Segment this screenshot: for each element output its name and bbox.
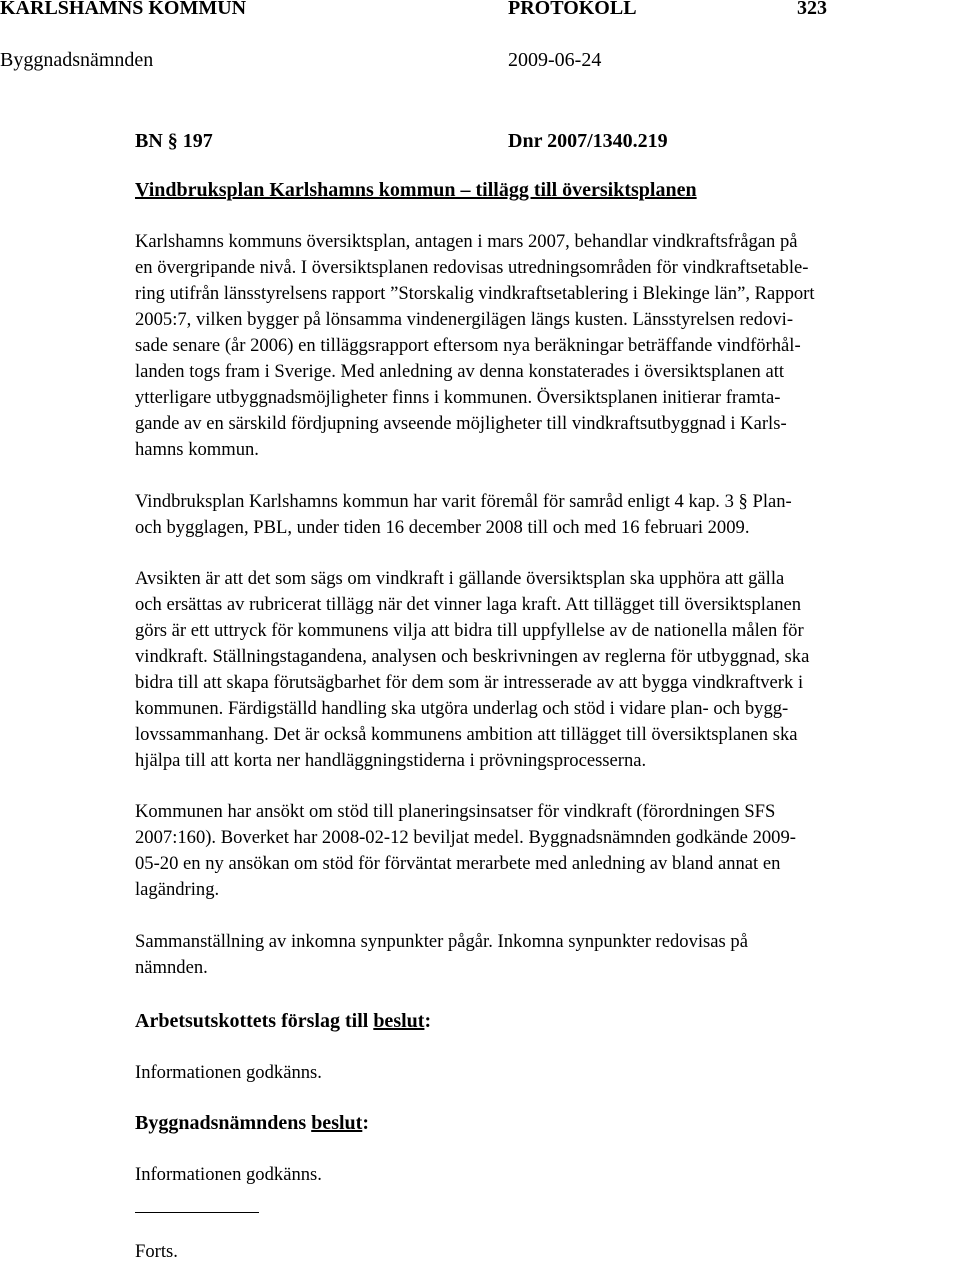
continued-note: Forts. <box>135 1241 178 1262</box>
proposal-text: Informationen godkänns. <box>135 1062 322 1083</box>
text-line: kommunen. Färdigställd handling ska utgöra underlag och stöd i vidare plan- och bygg- <box>135 698 789 719</box>
proposal-heading-colon: : <box>424 1010 432 1032</box>
decision-text: Informationen godkänns. <box>135 1164 322 1185</box>
decision-heading <box>135 1111 369 1135</box>
text-line: Karlshamns kommuns översiktsplan, antagen i mars 2007, behandlar vindkraftsfrågan på <box>135 231 798 252</box>
text-line: 2007:160). Boverket har 2008-02-12 beviljat medel. Byggnadsnämnden godkände 2009- <box>135 827 796 848</box>
text-line: gande av en särskild fördjupning avseende möjligheter till vindkraftsutbyggnad i Karls- <box>135 413 787 434</box>
text-line: ytterligare utbyggnadsmöjligheter finns i kommunen. Översiktsplanen initierar framta- <box>135 387 781 408</box>
text-line: lovssammanhang. Det är också kommunens ambition att tillägget till översiktsplanen ska <box>135 724 798 745</box>
text-line: vindkraft. Ställningstagandena, analysen och beskrivningen av reglerna för utbyggnad, ska <box>135 646 810 667</box>
text-line: nämnden. <box>135 957 208 978</box>
text-line: ring utifrån länsstyrelsens rapport ”Storskalig vindkraftsetablering i Blekinge län”, Rapport <box>135 283 815 304</box>
case-number: Dnr 2007/1340.219 <box>508 130 668 152</box>
page-number: 323 <box>797 0 827 19</box>
paragraph-number: 197 <box>182 130 213 152</box>
text-line: 05-20 en ny ansökan om stöd för förväntat merarbete med anledning av bland annat en <box>135 853 781 874</box>
proposal-heading-text: Arbetsutskottets förslag till <box>135 1010 374 1032</box>
text-line: Kommunen har ansökt om stöd till planeringsinsatser för vindkraft (förordningen SFS <box>135 801 776 822</box>
proposal-heading <box>135 1009 431 1033</box>
divider <box>135 1212 259 1213</box>
paragraph-prefix: BN <box>135 130 163 152</box>
text-line: lagändring. <box>135 879 220 900</box>
proposal-heading-underlined: beslut <box>373 1010 425 1032</box>
text-line: Vindbruksplan Karlshamns kommun har varit föremål för samråd enligt 4 kap. 3 § Plan- <box>135 491 792 512</box>
text-line: Avsikten är att det som sägs om vindkraft i gällande översiktsplan ska upphöra att gälla <box>135 568 785 589</box>
text-line: och bygglagen, PBL, under tiden 16 december 2008 till och med 16 februari 2009. <box>135 517 750 538</box>
decision-heading-colon: : <box>362 1112 369 1134</box>
document-type: PROTOKOLL <box>508 0 637 19</box>
decision-heading-text: Byggnadsnämndens <box>135 1112 312 1134</box>
text-line: och ersättas av rubricerat tillägg när det vinner laga kraft. Att tillägget till översiktsplanen <box>135 594 802 615</box>
committee-name: Byggnadsnämnden <box>0 49 154 71</box>
text-line: hamns kommun. <box>135 439 259 460</box>
text-line: bidra till att skapa förutsägbarhet för dem som är intresserade av att bygga vindkraftverk i <box>135 672 804 693</box>
text-line: sade senare (år 2006) en tilläggsrapport eftersom nya beräkningar beträffande vindförhål- <box>135 335 801 356</box>
text-line: 2005:7, vilken bygger på lönsamma vindenergilägen längs kusten. Länsstyrelsen redovi- <box>135 309 794 330</box>
paragraph-symbol: § <box>167 130 178 152</box>
organization-name: KARLSHAMNS KOMMUN <box>0 0 247 19</box>
text-line: hjälpa till att korta ner handläggningstiderna i prövningsprocesserna. <box>135 750 647 771</box>
meeting-date: 2009-06-24 <box>508 49 602 71</box>
case-title: Vindbruksplan Karlshamns kommun – tillägg till översiktsplanen <box>135 179 697 201</box>
text-line: görs är ett uttryck för kommunens vilja att bidra till uppfyllelse av de nationella målen för <box>135 620 804 641</box>
text-line: en övergripande nivå. I översiktsplanen redovisas utredningsområden för vindkraftsetable- <box>135 257 809 278</box>
text-line: landen togs fram i Sverige. Med anledning av denna konstaterades i översiktsplanen att <box>135 361 785 382</box>
text-line: Sammanställning av inkomna synpunkter pågår. Inkomna synpunkter redovisas på <box>135 931 748 952</box>
decision-heading-underlined: beslut <box>311 1112 363 1134</box>
paragraph-reference <box>135 129 213 153</box>
